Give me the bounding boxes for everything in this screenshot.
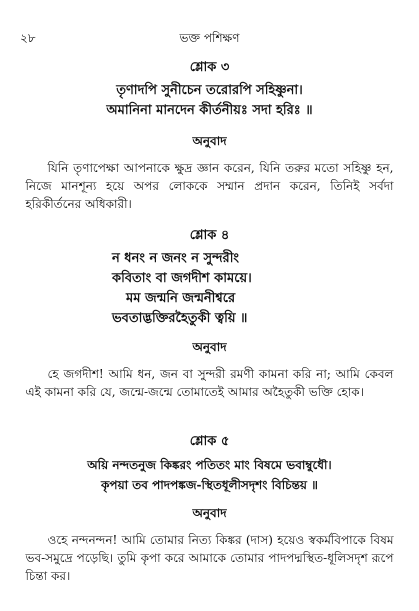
verse-section-4 [0,226,419,401]
verse-heading: শ্লোক ৩ [189,60,230,75]
translation-text: যিনি তৃণাপেক্ষা আপনাকে ক্ষুদ্র জ্ঞান করেন, যিনি তরুর মতো সহিষ্ণু হন, নিজে মানশূন্য হয়ে অপর লোককে সম্মান প্রদান করেন, তিনিই সর্বদা হরিকীর্তনের অধিকারী। [25,161,394,211]
translation-heading: অনুবাদ [192,134,227,148]
page-number: ২৮ [20,31,36,45]
page-header [20,30,399,46]
running-head: ভক্ত পশিক্ষণ [179,31,240,45]
verse-text [0,249,419,329]
verse-line: ন ধনং ন জনং ন সুন্দরীং [112,251,240,266]
verse-section-5 [0,432,419,585]
verse-line: কৃপয়া তব পাদপঙ্কজ-স্থিতধূলীসদৃশং বিচিন্তয় ॥ [101,478,318,492]
verse-line: মম জন্মনি জন্মনীশ্বরে [126,291,236,306]
verse-section-3 [0,58,419,213]
verse-line: ভবতাদ্ভক্তিরহৈতুকী ত্বয়ি ॥ [112,311,248,326]
translation-heading: অনুবাদ [192,340,227,354]
verse-line: কবিতাং বা জগদীশ কাময়ে। [112,271,252,286]
translation-text: ওহে নন্দনন্দন! আমি তোমার নিত্য কিঙ্কর (দাস) হয়েও স্বকর্মবিপাকে বিষম ভব-সমুদ্রে পড়েছি। তুমি কৃপা করে আমাকে তোমার পাদপদ্মস্থিত-ধূলিসদৃশ রূপে চিন্তা কর। [25,533,394,583]
verse-line: অমানিনা মানদেন কীর্তনীয়ঃ সদা হরিঃ ॥ [106,103,313,118]
verse-text [0,81,419,121]
translation-heading: অনুবাদ [192,506,227,520]
verse-text [0,455,419,495]
verse-heading: শ্লোক ৫ [189,434,230,449]
translation-text: হে জগদীশ! আমি ধন, জন বা সুন্দরী রমণী কামনা করি না; আমি কেবল এই কামনা করি যে, জন্মে-জন্মে তোমাতেই আমার অহৈতুকী ভক্তি হোক। [25,367,394,399]
verse-heading: শ্লোক ৪ [189,228,230,243]
verse-line: অয়ি নন্দতনুজ কিঙ্করং পতিতং মাং বিষমে ভবাম্বুধৌ। [87,458,332,472]
verse-line: তৃণাদপি সুনীচেন তরোরপি সহিষ্ণুনা। [116,83,303,98]
